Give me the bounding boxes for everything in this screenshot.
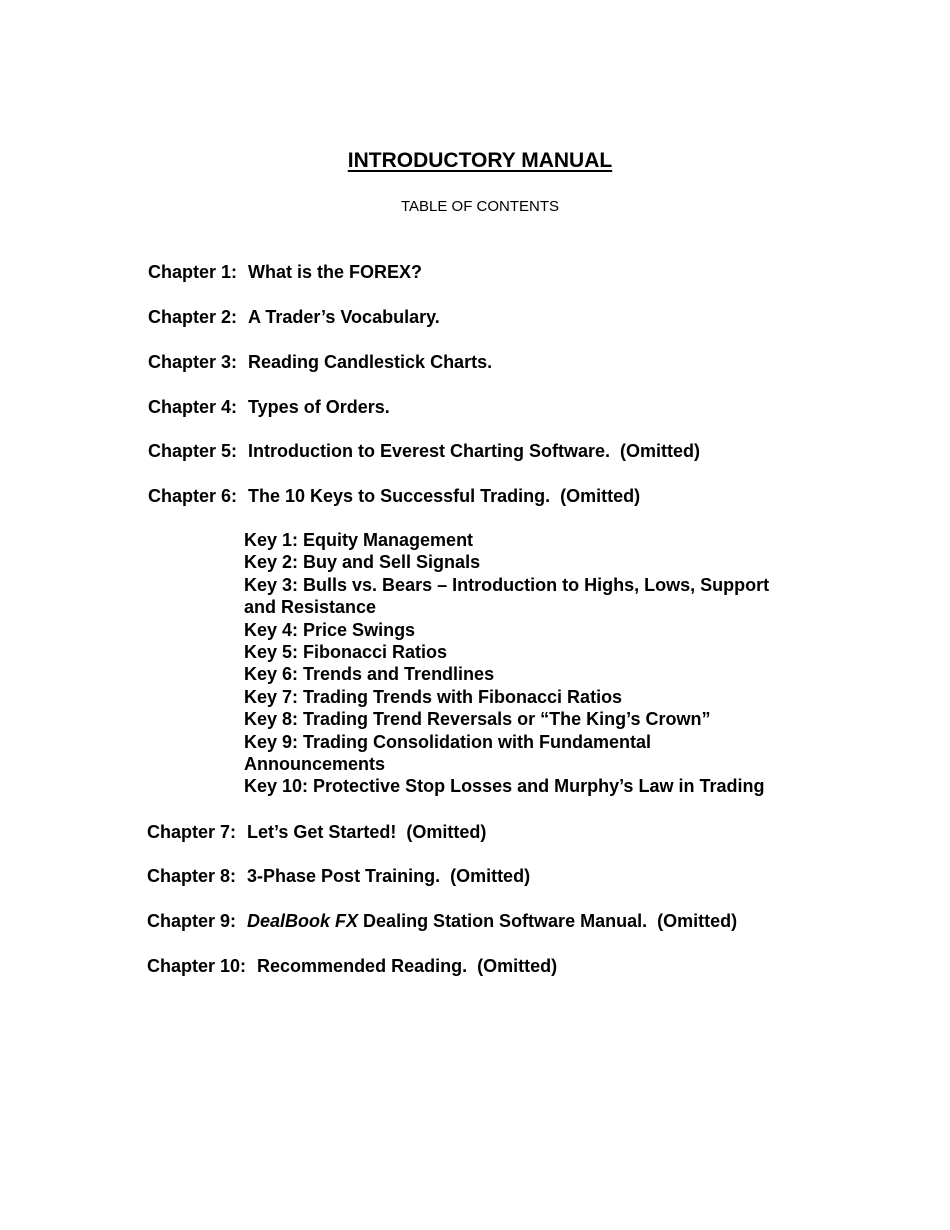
chapter-title: Recommended Reading. (Omitted) bbox=[257, 956, 558, 976]
chapter-label: Chapter 10: bbox=[147, 956, 247, 976]
toc-chapter-1 bbox=[148, 261, 422, 283]
chapter-label: Chapter 8: bbox=[147, 866, 237, 886]
chapter-label: Chapter 5: bbox=[148, 441, 238, 461]
toc-chapter-5 bbox=[148, 440, 700, 462]
chapter-label: Chapter 1: bbox=[148, 262, 238, 282]
chapter-title: Introduction to Everest Charting Software. (Omitted) bbox=[248, 441, 701, 461]
key-item-4: Key 4: Price Swings bbox=[244, 619, 416, 640]
chapter-title-italic: DealBook FX bbox=[247, 911, 359, 931]
toc-chapter-4 bbox=[148, 396, 390, 418]
document-subtitle: TABLE OF CONTENTS bbox=[400, 198, 560, 215]
chapter-title: Let’s Get Started! (Omitted) bbox=[247, 822, 487, 842]
toc-chapter-2 bbox=[148, 306, 440, 328]
chapter-title: A Trader’s Vocabulary. bbox=[248, 307, 440, 327]
key-item-2: Key 2: Buy and Sell Signals bbox=[244, 552, 481, 573]
chapter-title: 3-Phase Post Training. (Omitted) bbox=[247, 866, 531, 886]
key-item-9: Key 9: Trading Consolidation with Fundamental Announcements bbox=[244, 731, 652, 775]
key-item-6: Key 6: Trends and Trendlines bbox=[244, 664, 495, 685]
document-title bbox=[0, 148, 950, 174]
chapter-title: What is the FOREX? bbox=[248, 262, 423, 282]
key-item-1: Key 1: Equity Management bbox=[244, 530, 474, 550]
toc-chapter-8 bbox=[147, 865, 530, 887]
chapter-label: Chapter 2: bbox=[148, 307, 238, 327]
chapter-label: Chapter 9: bbox=[147, 911, 237, 931]
key-item-8: Key 8: Trading Trend Reversals or “The King’s Crown” bbox=[244, 709, 711, 730]
toc-chapter-9 bbox=[147, 910, 737, 932]
chapter-6-keys-list bbox=[244, 529, 804, 798]
chapter-label: Chapter 7: bbox=[147, 822, 237, 842]
toc-chapter-3 bbox=[148, 351, 492, 373]
chapter-title: Reading Candlestick Charts. bbox=[248, 352, 493, 372]
chapter-label: Chapter 6: bbox=[148, 486, 238, 506]
chapter-title: Dealing Station Software Manual. (Omitted) bbox=[358, 911, 738, 931]
toc-chapter-7 bbox=[147, 821, 486, 843]
chapter-label: Chapter 4: bbox=[148, 397, 238, 417]
chapter-label: Chapter 3: bbox=[148, 352, 238, 372]
key-item-5: Key 5: Fibonacci Ratios bbox=[244, 642, 448, 663]
document-title-text: INTRODUCTORY MANUAL bbox=[347, 149, 613, 172]
key-item-7: Key 7: Trading Trends with Fibonacci Ratios bbox=[244, 686, 623, 707]
key-item-10: Key 10: Protective Stop Losses and Murphy’s Law in Trading bbox=[244, 776, 765, 797]
key-item-3: Key 3: Bulls vs. Bears – Introduction to Highs, Lows, Support and Resistance bbox=[244, 574, 770, 618]
toc-chapter-6 bbox=[148, 485, 640, 507]
chapter-title: The 10 Keys to Successful Trading. (Omitted) bbox=[248, 486, 641, 506]
chapter-title: Types of Orders. bbox=[248, 397, 390, 417]
toc-chapter-10 bbox=[147, 955, 557, 977]
